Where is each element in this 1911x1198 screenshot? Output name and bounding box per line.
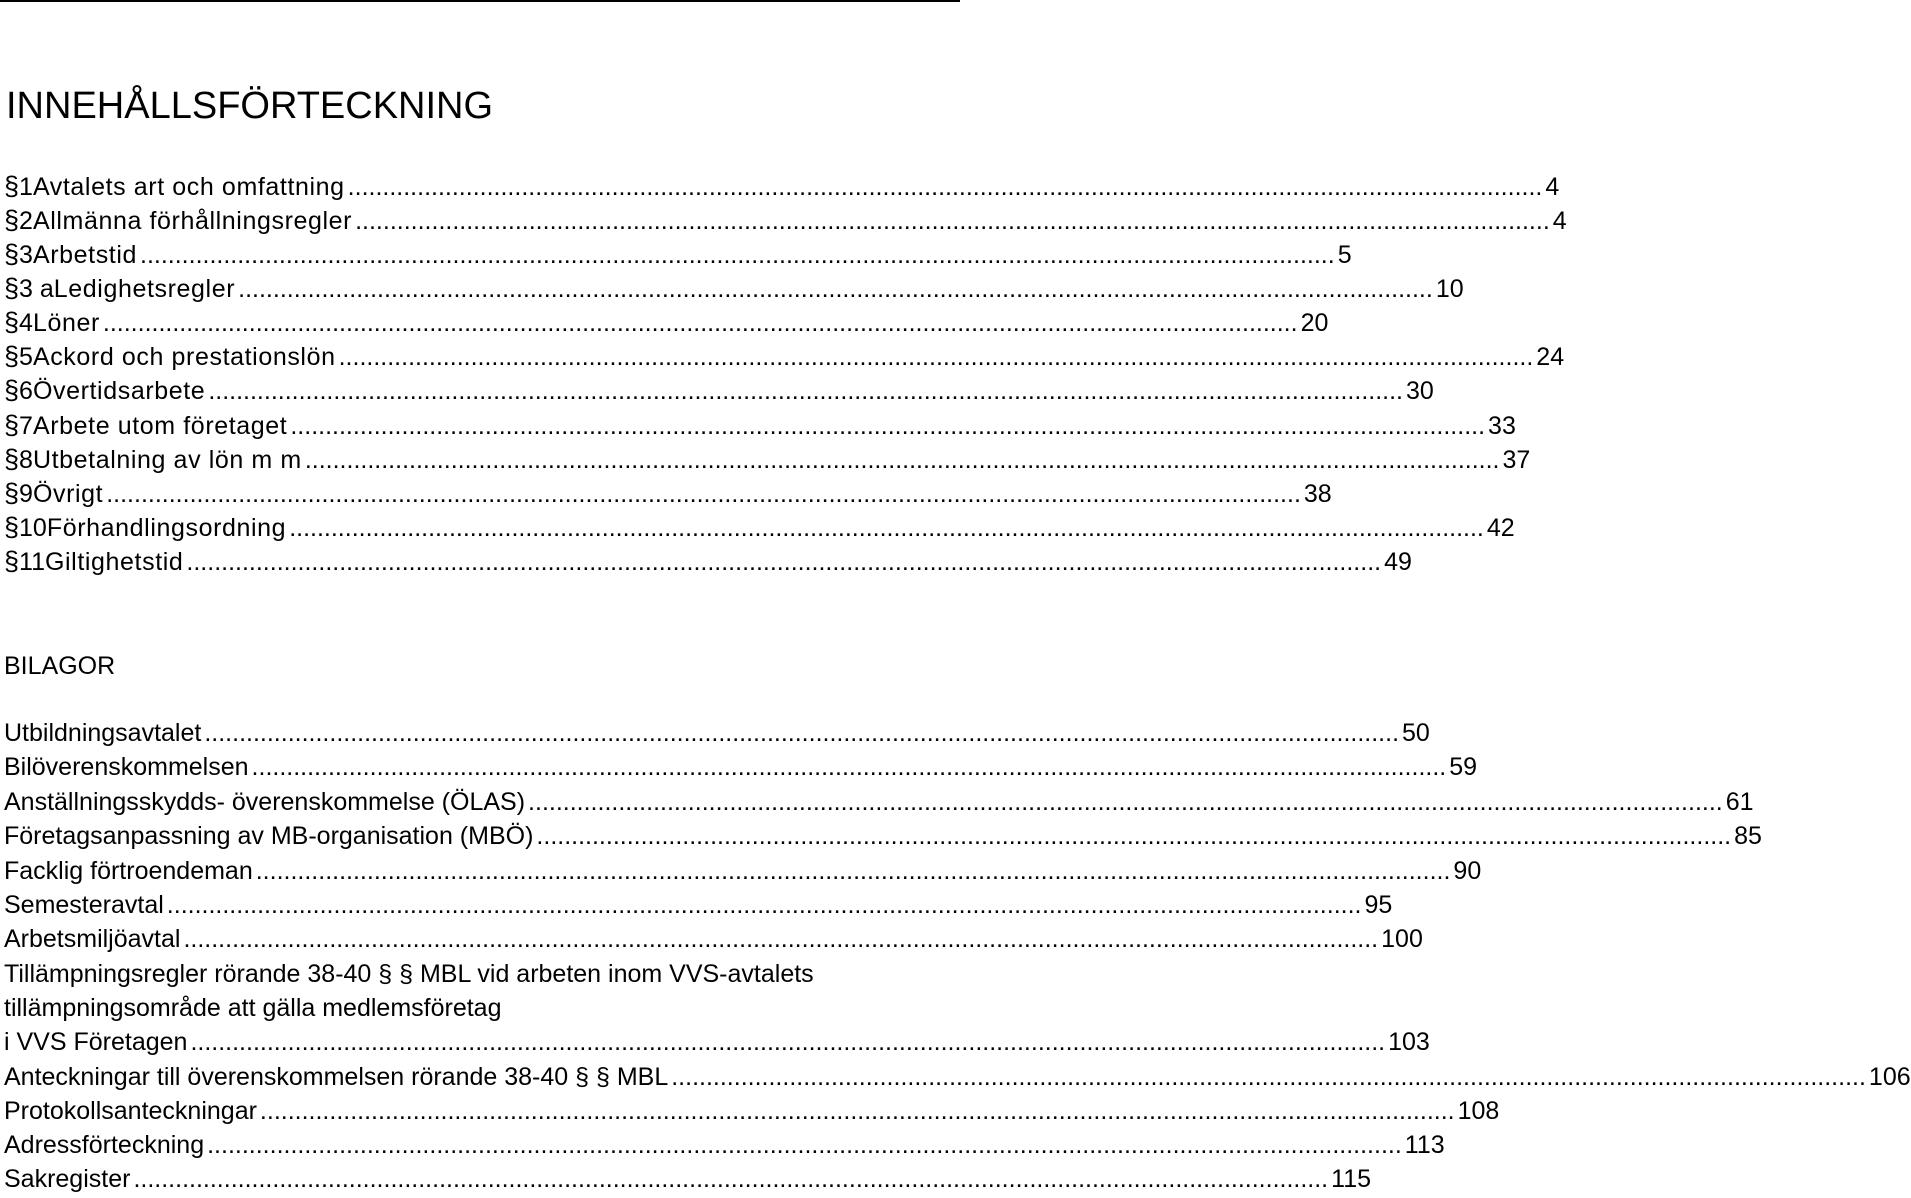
dot-leader: ............................................................................................................................................................................ (204, 719, 1400, 747)
appendix-title: Arbetsmiljöavtal (4, 925, 181, 953)
chapter-number: 5 (19, 343, 33, 371)
chapter-number: 1 (19, 173, 33, 201)
toc-entry[interactable] (4, 375, 1434, 405)
chapter-title: Arbetstid (32, 241, 137, 269)
appendix-title: Adressförteckning (4, 1131, 205, 1159)
page-number: 85 (1734, 822, 1762, 850)
chapter-title: Övrigt (32, 480, 104, 508)
toc-entry[interactable] (4, 307, 1329, 337)
chapter-title: Övertidsarbete (32, 377, 206, 405)
dot-leader: ............................................................................................................................................................................ (255, 857, 1451, 885)
toc-entry[interactable] (4, 341, 1565, 371)
chapter-number: 9 (19, 480, 33, 508)
page-number: 4 (1545, 173, 1560, 201)
dot-leader: ............................................................................................................................................................................ (207, 1131, 1402, 1159)
toc-entry[interactable] (4, 171, 1560, 201)
dot-leader: ............................................................................................................................................................................ (186, 548, 1382, 576)
appendix-title: Anställningsskydds- överenskommelse (ÖLAS) (4, 788, 526, 816)
chapter-title: Ackord och prestationslön (32, 343, 336, 371)
page-top-border (0, 0, 960, 2)
page-number: 10 (1435, 275, 1464, 303)
toc-entry[interactable] (4, 1027, 1430, 1057)
page-number: 30 (1406, 377, 1434, 405)
chapter-title: Allmänna förhållningsregler (32, 207, 353, 235)
page-number: 5 (1337, 241, 1352, 269)
appendix-title: i VVS Företagen (4, 1028, 188, 1056)
toc-entry[interactable] (4, 1096, 1500, 1126)
vvs-entry-line-2[interactable]: tillämpningsområde att gälla medlemsföretag (4, 994, 502, 1022)
toc-entry[interactable] (4, 1130, 1445, 1160)
page-number: 95 (1364, 891, 1393, 919)
appendix-title: Protokollsanteckningar (4, 1097, 257, 1125)
chapter-number: 4 (19, 309, 33, 337)
dot-leader: ............................................................................................................................................................................ (536, 822, 1732, 850)
chapter-number: 8 (19, 446, 33, 474)
dot-leader: ............................................................................................................................................................................ (238, 275, 1433, 303)
dot-leader: ............................................................................................................................................................................ (102, 309, 1298, 337)
section-symbol: § (4, 512, 20, 542)
dot-leader: ............................................................................................................................................................................ (290, 412, 1486, 440)
page-number: 50 (1402, 719, 1430, 747)
page-number: 33 (1488, 412, 1516, 440)
dot-leader: ............................................................................................................................................................................ (528, 788, 1723, 816)
page-number: 20 (1300, 309, 1329, 337)
page-number: 59 (1449, 753, 1478, 781)
dot-leader: ............................................................................................................................................................................ (289, 514, 1484, 542)
toc-entry[interactable] (4, 546, 1412, 576)
appendix-title: Semesteravtal (4, 891, 164, 919)
dot-leader: ............................................................................................................................................................................ (355, 207, 1550, 235)
dot-leader: ............................................................................................................................................................................ (183, 925, 1379, 953)
page-title: INNEHÅLLSFÖRTECKNING (6, 85, 494, 127)
section-symbol: § (4, 375, 20, 405)
dot-leader: ............................................................................................................................................................................ (190, 1028, 1386, 1056)
page-number: 90 (1453, 857, 1482, 885)
dot-leader: ............................................................................................................................................................................ (106, 480, 1301, 508)
toc-entry[interactable] (4, 1062, 1911, 1092)
chapter-number: 6 (19, 377, 33, 405)
section-symbol: § (4, 444, 20, 474)
toc-entry[interactable] (4, 512, 1515, 542)
toc-entry[interactable] (4, 718, 1430, 748)
vvs-entry-line-1[interactable]: Tillämpningsregler rörande 38-40 § § MBL vid arbeten inom VVS-avtalets (4, 960, 814, 988)
section-symbol: § (4, 410, 20, 440)
toc-entry[interactable] (4, 821, 1762, 851)
chapter-title: Giltighetstid (44, 548, 184, 576)
chapter-title: Ledighetsregler (53, 275, 236, 303)
page-number: 115 (1331, 1165, 1371, 1193)
section-symbol: § (4, 273, 20, 303)
dot-leader: ............................................................................................................................................................................ (251, 753, 1447, 781)
appendix-heading: BILAGOR (4, 652, 116, 680)
toc-entry[interactable] (4, 205, 1567, 235)
appendix-title: Facklig förtroendeman (4, 857, 253, 885)
toc-entry[interactable] (4, 410, 1516, 440)
toc-entry[interactable] (4, 856, 1482, 886)
dot-leader: ............................................................................................................................................................................ (338, 343, 1534, 371)
page-number: 4 (1552, 207, 1567, 235)
section-symbol: § (4, 341, 20, 371)
page-number: 106 (1868, 1063, 1911, 1091)
section-symbol: § (4, 478, 20, 508)
page-number: 108 (1457, 1097, 1500, 1125)
page-number: 38 (1303, 480, 1332, 508)
toc-entry[interactable] (4, 239, 1352, 269)
toc-entry[interactable] (4, 787, 1754, 817)
section-symbol: § (4, 307, 20, 337)
chapter-number: 3 (19, 241, 33, 269)
section-symbol: § (4, 205, 20, 235)
chapter-title: Förhandlingsordning (46, 514, 287, 542)
section-symbol: § (4, 171, 20, 201)
chapter-number: 10 (19, 514, 47, 542)
dot-leader: ............................................................................................................................................................................ (208, 377, 1403, 405)
chapter-number: 3 a (19, 275, 54, 303)
page-number: 61 (1725, 788, 1754, 816)
dot-leader: ............................................................................................................................................................................ (133, 1165, 1329, 1193)
chapter-number: 7 (19, 412, 33, 440)
dot-leader: ............................................................................................................................................................................ (166, 891, 1362, 919)
toc-entry[interactable] (4, 924, 1423, 954)
dot-leader: ............................................................................................................................................................................ (140, 241, 1335, 269)
toc-entry[interactable] (4, 890, 1393, 920)
toc-entry[interactable] (4, 273, 1464, 303)
dot-leader: ............................................................................................................................................................................ (259, 1097, 1455, 1125)
page-number: 113 (1404, 1131, 1445, 1159)
chapter-number: 11 (19, 548, 45, 576)
chapter-number: 2 (19, 207, 33, 235)
appendix-title: Anteckningar till överenskommelsen rörande 38-40 § § MBL (4, 1063, 669, 1091)
toc-entry[interactable] (4, 444, 1531, 474)
chapter-title: Avtalets art och omfattning (32, 173, 345, 201)
section-symbol: § (4, 546, 20, 576)
page-number: 42 (1486, 514, 1515, 542)
page-number: 24 (1536, 343, 1565, 371)
page-number: 37 (1502, 446, 1531, 474)
chapter-title: Löner (32, 309, 100, 337)
toc-entry[interactable] (4, 1164, 1371, 1194)
page-number: 100 (1381, 925, 1423, 953)
chapter-title: Utbetalning av lön m m (32, 446, 302, 474)
page-number: 103 (1388, 1028, 1430, 1056)
appendix-title: Sakregister (4, 1165, 131, 1193)
section-symbol: § (4, 239, 20, 269)
appendix-title: Bilöverenskommelsen (4, 753, 249, 781)
toc-entry[interactable] (4, 478, 1332, 508)
dot-leader: ............................................................................................................................................................................ (671, 1063, 1866, 1091)
chapter-title: Arbete utom företaget (32, 412, 288, 440)
dot-leader: ............................................................................................................................................................................ (304, 446, 1500, 474)
appendix-title: Företagsanpassning av MB-organisation (MBÖ) (4, 822, 534, 850)
page-number: 49 (1384, 548, 1412, 576)
dot-leader: ............................................................................................................................................................................ (347, 173, 1543, 201)
appendix-title: Utbildningsavtalet (4, 719, 202, 747)
toc-entry[interactable] (4, 752, 1478, 782)
